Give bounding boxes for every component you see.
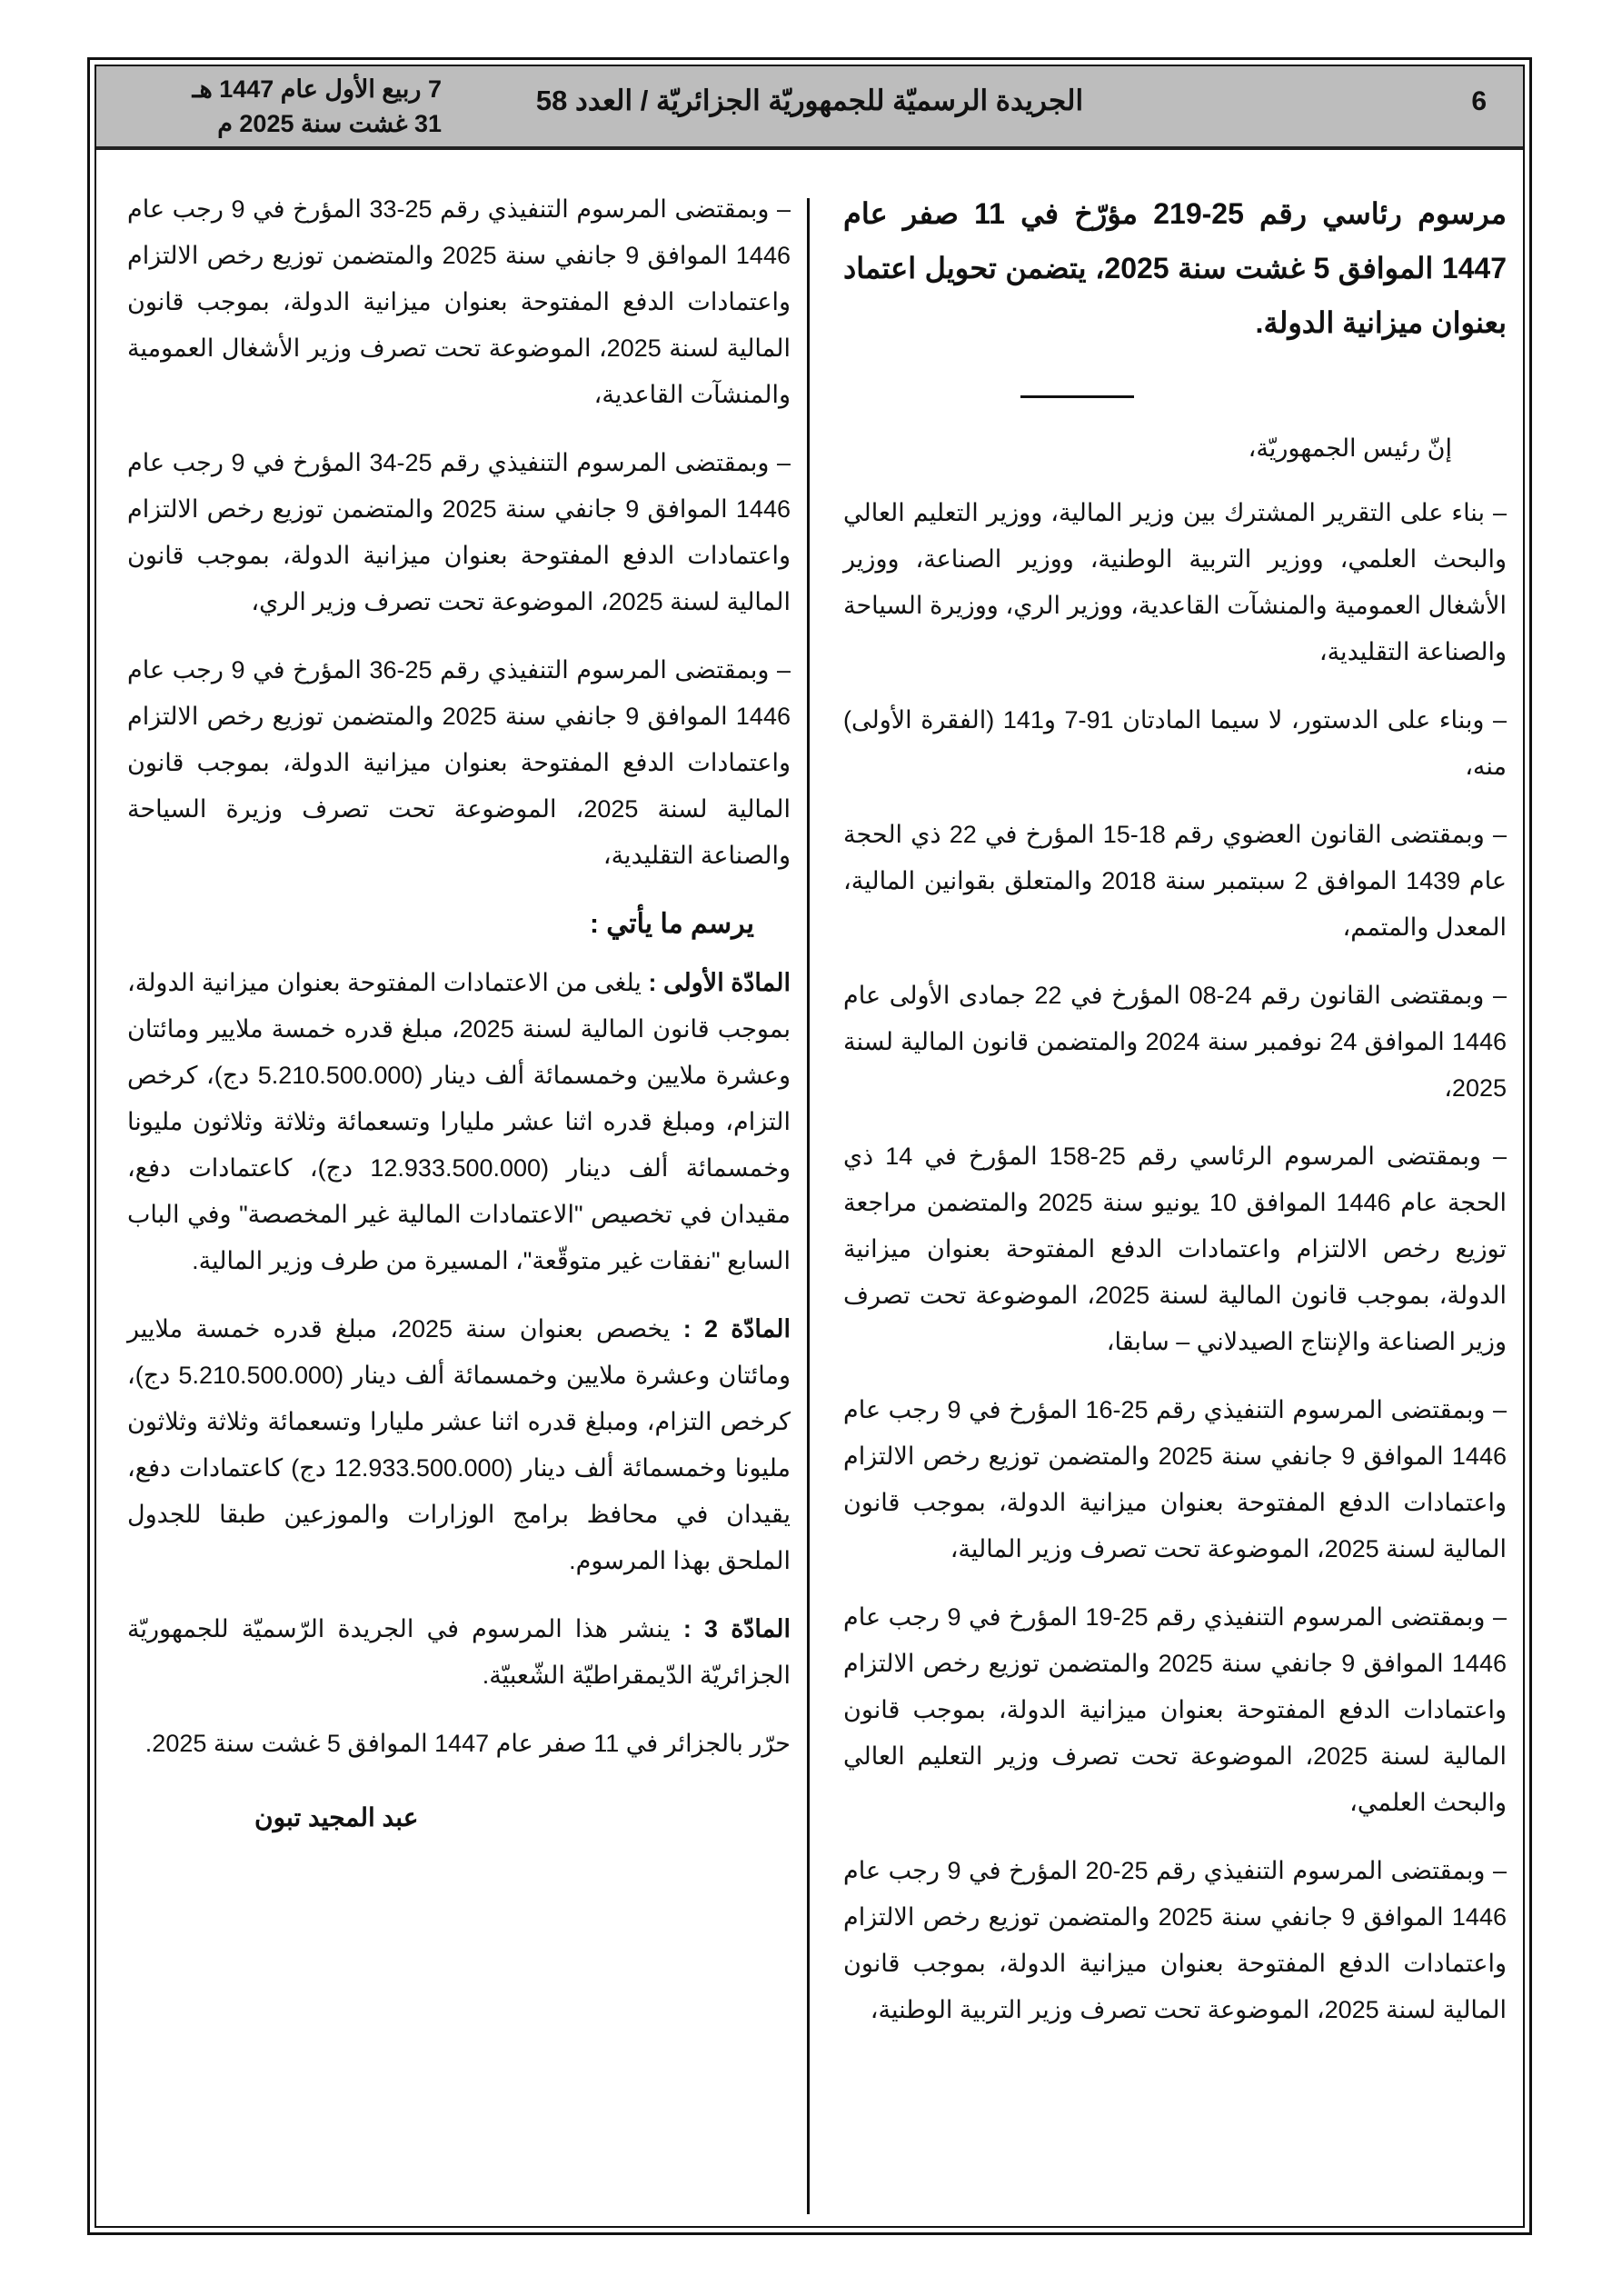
article-text: يلغى من الاعتمادات المفتوحة بعنوان ميزانية الدولة، بموجب قانون المالية لسنة 2025، مبلغ قدره خمسة ملايير ومائتان وعشرة ملايين وخمسمائة ألف دينار (5.210.500.000 دج)، كرخص التزام، ومبلغ قدره اثنا عشر مليارا وتسعمائة وثلاثة وثلاثون مليونا وخمسمائة ألف دينار (12.933.500.000 دج)، كاعتمادات دفع، مقيدان في تخصيص "الاعتمادات المالية غير المخصصة" وفي الباب السابع "نفقات غير متوقّعة"، المسيرة من طرف وزير المالية. [127, 969, 791, 1274]
title-separator [1020, 395, 1134, 398]
article-label: المادّة الأولى : [648, 969, 791, 996]
article-1 [127, 960, 791, 1284]
recital: – وبمقتضى المرسوم التنفيذي رقم 25-20 المؤرخ في 9 رجب عام 1446 الموافق 9 جانفي سنة 2025 والمتضمن توزيع رخص الالتزام واعتمادات الدفع المفتوحة بعنوان ميزانية الدولة، بموجب قانون المالية لسنة 2025، الموضوعة تحت تصرف وزير التربية الوطنية، [843, 1857, 1507, 2023]
recital: – وبمقتضى المرسوم الرئاسي رقم 25-158 المؤرخ في 14 ذي الحجة عام 1446 الموافق 10 يونيو سنة 2025 والمتضمن مراجعة توزيع رخص الالتزام واعتمادات الدفع المفتوحة بعنوان ميزانية الدولة، بموجب قانون المالية لسنة 2025، الموضوعة تحت تصرف وزير الصناعة والإنتاج الصيدلاني – سابقا، [843, 1143, 1508, 1355]
hijri-date: 7 ربيع الأول عام 1447 هـ [192, 75, 442, 103]
article-label: المادّة 2 : [682, 1315, 791, 1343]
recital: – وبمقتضى المرسوم التنفيذي رقم 25-34 المؤرخ في 9 رجب عام 1446 الموافق 9 جانفي سنة 2025 والمتضمن توزيع رخص الالتزام واعتمادات الدفع المفتوحة بعنوان ميزانية الدولة، بموجب قانون المالية لسنة 2025، الموضوعة تحت تصرف وزير الري، [127, 449, 791, 615]
gregorian-date: 31 غشت سنة 2025 م [217, 110, 442, 137]
decrees-heading: يرسم ما يأتي : [589, 909, 754, 939]
issue-date [114, 72, 442, 141]
left-column [127, 186, 791, 1841]
right-column [843, 186, 1507, 2055]
recital: – وبمقتضى المرسوم التنفيذي رقم 25-36 المؤرخ في 9 رجب عام 1446 الموافق 9 جانفي سنة 2025 والمتضمن توزيع رخص الالتزام واعتمادات الدفع المفتوحة بعنوان ميزانية الدولة، بموجب قانون المالية لسنة 2025، الموضوعة تحت تصرف وزيرة السياحة والصناعة التقليدية، [127, 656, 791, 869]
recital: – وبمقتضى القانون العضوي رقم 18-15 المؤرخ في 22 ذي الحجة عام 1439 الموافق 2 سبتمبر سنة 2018 والمتعلق بقوانين المالية، المعدل والمتمم، [843, 821, 1507, 941]
recital: – وبمقتضى المرسوم التنفيذي رقم 25-19 المؤرخ في 9 رجب عام 1446 الموافق 9 جانفي سنة 2025 والمتضمن توزيع رخص الالتزام واعتمادات الدفع المفتوحة بعنوان ميزانية الدولة، بموجب قانون المالية لسنة 2025، الموضوعة تحت تصرف وزير التعليم العالي والبحث العلمي، [843, 1603, 1507, 1816]
decree-intro: إنّ رئيس الجمهوريّة، [1248, 434, 1452, 462]
gazette-title: الجريدة الرسميّة للجمهوريّة الجزائريّة / العدد 58 [535, 85, 1084, 116]
recital: – وبمقتضى القانون رقم 24-08 المؤرخ في 22 جمادى الأولى عام 1446 الموافق 24 نوفمبر سنة 2024 والمتضمن قانون المالية لسنة 2025، [843, 982, 1507, 1102]
article-text: ينشر هذا المرسوم في الجريدة الرّسميّة للجمهوريّة الجزائريّة الدّيمقراطيّة الشّعبيّة. [127, 1615, 791, 1689]
column-divider [807, 198, 810, 2214]
article-label: المادّة 3 : [682, 1615, 791, 1642]
closing: حرّر بالجزائر في 11 صفر عام 1447 الموافق 5 غشت سنة 2025. [144, 1730, 791, 1757]
article-3 [127, 1606, 791, 1699]
page-number: 6 [1471, 86, 1487, 116]
page-header [96, 66, 1523, 150]
recital: – وبمقتضى المرسوم التنفيذي رقم 25-33 المؤرخ في 9 رجب عام 1446 الموافق 9 جانفي سنة 2025 والمتضمن توزيع رخص الالتزام واعتمادات الدفع المفتوحة بعنوان ميزانية الدولة، بموجب قانون المالية لسنة 2025، الموضوعة تحت تصرف وزير الأشغال العمومية والمنشآت القاعدية، [127, 195, 791, 408]
recital: – وبناء على الدستور، لا سيما المادتان 91-7 و141 (الفقرة الأولى) منه، [843, 706, 1507, 780]
decree-title: مرسوم رئاسي رقم 25-219 مؤرّخ في 11 صفر عام 1447 الموافق 5 غشت سنة 2025، يتضمن تحويل اعتماد بعنوان ميزانية الدولة. [843, 197, 1508, 339]
article-2 [127, 1306, 791, 1584]
recital: – بناء على التقرير المشترك بين وزير المالية، ووزير التعليم العالي والبحث العلمي، ووزير التربية الوطنية، ووزير الصناعة، ووزير الأشغال العمومية والمنشآت القاعدية، ووزير الري، ووزيرة السياحة والصناعة التقليدية، [843, 499, 1507, 665]
recital: – وبمقتضى المرسوم التنفيذي رقم 25-16 المؤرخ في 9 رجب عام 1446 الموافق 9 جانفي سنة 2025 والمتضمن توزيع رخص الالتزام واعتمادات الدفع المفتوحة بعنوان ميزانية الدولة، بموجب قانون المالية لسنة 2025، الموضوعة تحت تصرف وزير المالية، [843, 1396, 1507, 1562]
signature: عبد المجيد تبون [254, 1803, 419, 1832]
article-text: يخصص بعنوان سنة 2025، مبلغ قدره خمسة ملايير ومائتان وعشرة ملايين وخمسمائة ألف دينار (5.210.500.000 دج)، كرخص التزام، ومبلغ قدره اثنا عشر مليارا وتسعمائة وثلاثة وثلاثون مليونا وخمسمائة ألف دينار (12.933.500.000 دج) كاعتمادات دفع، يقيدان في محافظ برامج الوزارات والموزعين طبقا للجدول الملحق بهذا المرسوم. [127, 1315, 791, 1574]
